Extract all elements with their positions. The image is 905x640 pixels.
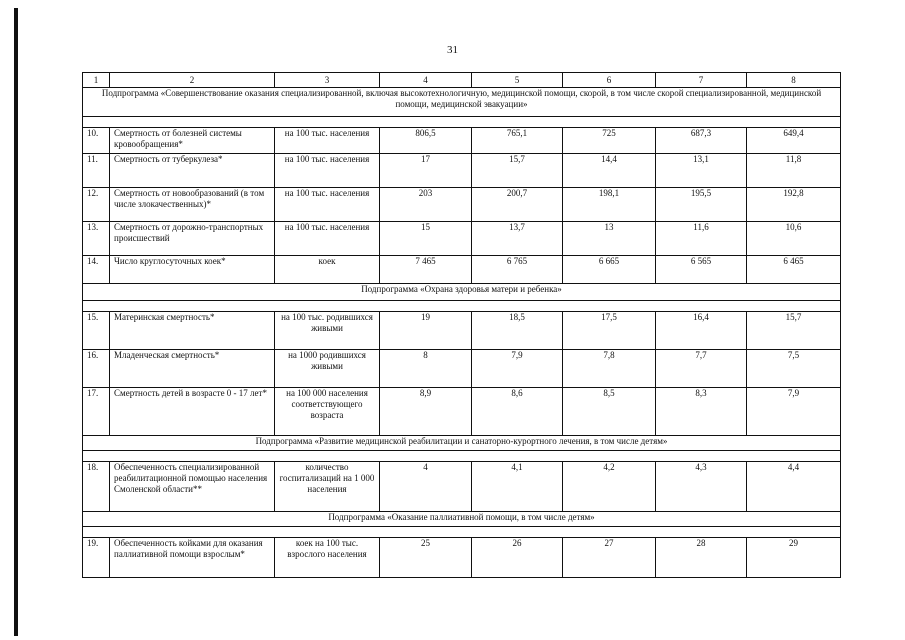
value-cell: 14,4 [563, 154, 656, 188]
value-cell: 7 465 [380, 256, 472, 284]
table-row [83, 188, 841, 222]
table-row [83, 154, 841, 188]
indicator-name: Младенческая смертность* [110, 350, 275, 388]
row-number: 16. [83, 350, 110, 388]
value-cell: 687,3 [656, 128, 747, 154]
value-cell: 13,1 [656, 154, 747, 188]
value-cell: 29 [747, 538, 841, 578]
value-cell: 15,7 [472, 154, 563, 188]
value-cell: 806,5 [380, 128, 472, 154]
value-cell: 8,9 [380, 388, 472, 436]
value-cell: 4,1 [472, 462, 563, 512]
value-cell: 6 465 [747, 256, 841, 284]
indicator-name: Смертность от туберкулеза* [110, 154, 275, 188]
value-cell: 200,7 [472, 188, 563, 222]
column-header: 2 [110, 73, 275, 88]
indicator-name: Смертность детей в возрасте 0 - 17 лет* [110, 388, 275, 436]
value-cell: 7,5 [747, 350, 841, 388]
value-cell: 25 [380, 538, 472, 578]
spacer-row [83, 451, 841, 462]
value-cell: 6 665 [563, 256, 656, 284]
value-cell: 7,9 [747, 388, 841, 436]
value-cell: 17,5 [563, 312, 656, 350]
indicator-name: Обеспеченность койками для оказания паллиативной помощи взрослым* [110, 538, 275, 578]
section-title: Подпрограмма «Охрана здоровья матери и ребенка» [83, 284, 841, 301]
value-cell: 6 765 [472, 256, 563, 284]
table-row [83, 222, 841, 256]
value-cell: 15 [380, 222, 472, 256]
value-cell: 11,6 [656, 222, 747, 256]
indicators-table [82, 72, 841, 578]
value-cell: 19 [380, 312, 472, 350]
table-row [83, 128, 841, 154]
indicator-name: Смертность от новообразований (в том числе злокачественных)* [110, 188, 275, 222]
value-cell: 18,5 [472, 312, 563, 350]
header-row [83, 73, 841, 88]
section-title: Подпрограмма «Оказание паллиативной помощи, в том числе детям» [83, 512, 841, 527]
unit-cell: на 100 тыс. населения [275, 188, 380, 222]
row-number: 14. [83, 256, 110, 284]
value-cell: 13 [563, 222, 656, 256]
indicator-name: Обеспеченность специализированной реабилитационной помощью населения Смоленской области** [110, 462, 275, 512]
row-number: 12. [83, 188, 110, 222]
indicator-name: Число круглосуточных коек* [110, 256, 275, 284]
value-cell: 15,7 [747, 312, 841, 350]
table-row [83, 538, 841, 578]
table-row [83, 388, 841, 436]
table-row [83, 462, 841, 512]
unit-cell: на 100 тыс. населения [275, 154, 380, 188]
value-cell: 8,5 [563, 388, 656, 436]
value-cell: 203 [380, 188, 472, 222]
section-title: Подпрограмма «Совершенствование оказания специализированной, включая высокотехнологичную, медицинской помощи, скорой, в том числе скорой специализированной, медицинской помощи, медицинской эвакуации» [83, 88, 841, 117]
column-header: 4 [380, 73, 472, 88]
value-cell: 8,3 [656, 388, 747, 436]
unit-cell: на 100 тыс. населения [275, 128, 380, 154]
value-cell: 26 [472, 538, 563, 578]
indicator-name: Смертность от болезней системы кровообращения* [110, 128, 275, 154]
value-cell: 27 [563, 538, 656, 578]
indicator-name: Смертность от дорожно-транспортных происшествий [110, 222, 275, 256]
unit-cell: на 100 000 населения соответствующего возраста [275, 388, 380, 436]
row-number: 19. [83, 538, 110, 578]
value-cell: 7,9 [472, 350, 563, 388]
scan-edge-bar [14, 8, 18, 636]
value-cell: 11,8 [747, 154, 841, 188]
indicator-name: Материнская смертность* [110, 312, 275, 350]
row-number: 15. [83, 312, 110, 350]
value-cell: 7,8 [563, 350, 656, 388]
unit-cell: коек [275, 256, 380, 284]
spacer-row [83, 301, 841, 312]
value-cell: 4 [380, 462, 472, 512]
value-cell: 8,6 [472, 388, 563, 436]
unit-cell: коек на 100 тыс. взрослого населения [275, 538, 380, 578]
row-number: 17. [83, 388, 110, 436]
column-header: 3 [275, 73, 380, 88]
value-cell: 8 [380, 350, 472, 388]
unit-cell: на 100 тыс. родившихся живыми [275, 312, 380, 350]
value-cell: 7,7 [656, 350, 747, 388]
table-row [83, 256, 841, 284]
value-cell: 16,4 [656, 312, 747, 350]
value-cell: 4,2 [563, 462, 656, 512]
row-number: 13. [83, 222, 110, 256]
value-cell: 13,7 [472, 222, 563, 256]
value-cell: 198,1 [563, 188, 656, 222]
value-cell: 28 [656, 538, 747, 578]
row-number: 11. [83, 154, 110, 188]
table-row [83, 350, 841, 388]
section-title-row [83, 512, 841, 527]
unit-cell: количество госпитализаций на 1 000 населения [275, 462, 380, 512]
value-cell: 10,6 [747, 222, 841, 256]
value-cell: 17 [380, 154, 472, 188]
value-cell: 6 565 [656, 256, 747, 284]
column-header: 5 [472, 73, 563, 88]
value-cell: 649,4 [747, 128, 841, 154]
unit-cell: на 1000 родившихся живыми [275, 350, 380, 388]
column-header: 1 [83, 73, 110, 88]
page-number: 31 [447, 44, 458, 56]
table-row [83, 312, 841, 350]
value-cell: 192,8 [747, 188, 841, 222]
value-cell: 4,3 [656, 462, 747, 512]
section-title: Подпрограмма «Развитие медицинской реабилитации и санаторно-курортного лечения, в том числе детям» [83, 436, 841, 451]
section-title-row [83, 284, 841, 301]
unit-cell: на 100 тыс. населения [275, 222, 380, 256]
row-number: 10. [83, 128, 110, 154]
section-title-row [83, 88, 841, 117]
value-cell: 765,1 [472, 128, 563, 154]
value-cell: 725 [563, 128, 656, 154]
value-cell: 4,4 [747, 462, 841, 512]
spacer-row [83, 527, 841, 538]
row-number: 18. [83, 462, 110, 512]
column-header: 8 [747, 73, 841, 88]
spacer-row [83, 117, 841, 128]
section-title-row [83, 436, 841, 451]
column-header: 7 [656, 73, 747, 88]
column-header: 6 [563, 73, 656, 88]
value-cell: 195,5 [656, 188, 747, 222]
